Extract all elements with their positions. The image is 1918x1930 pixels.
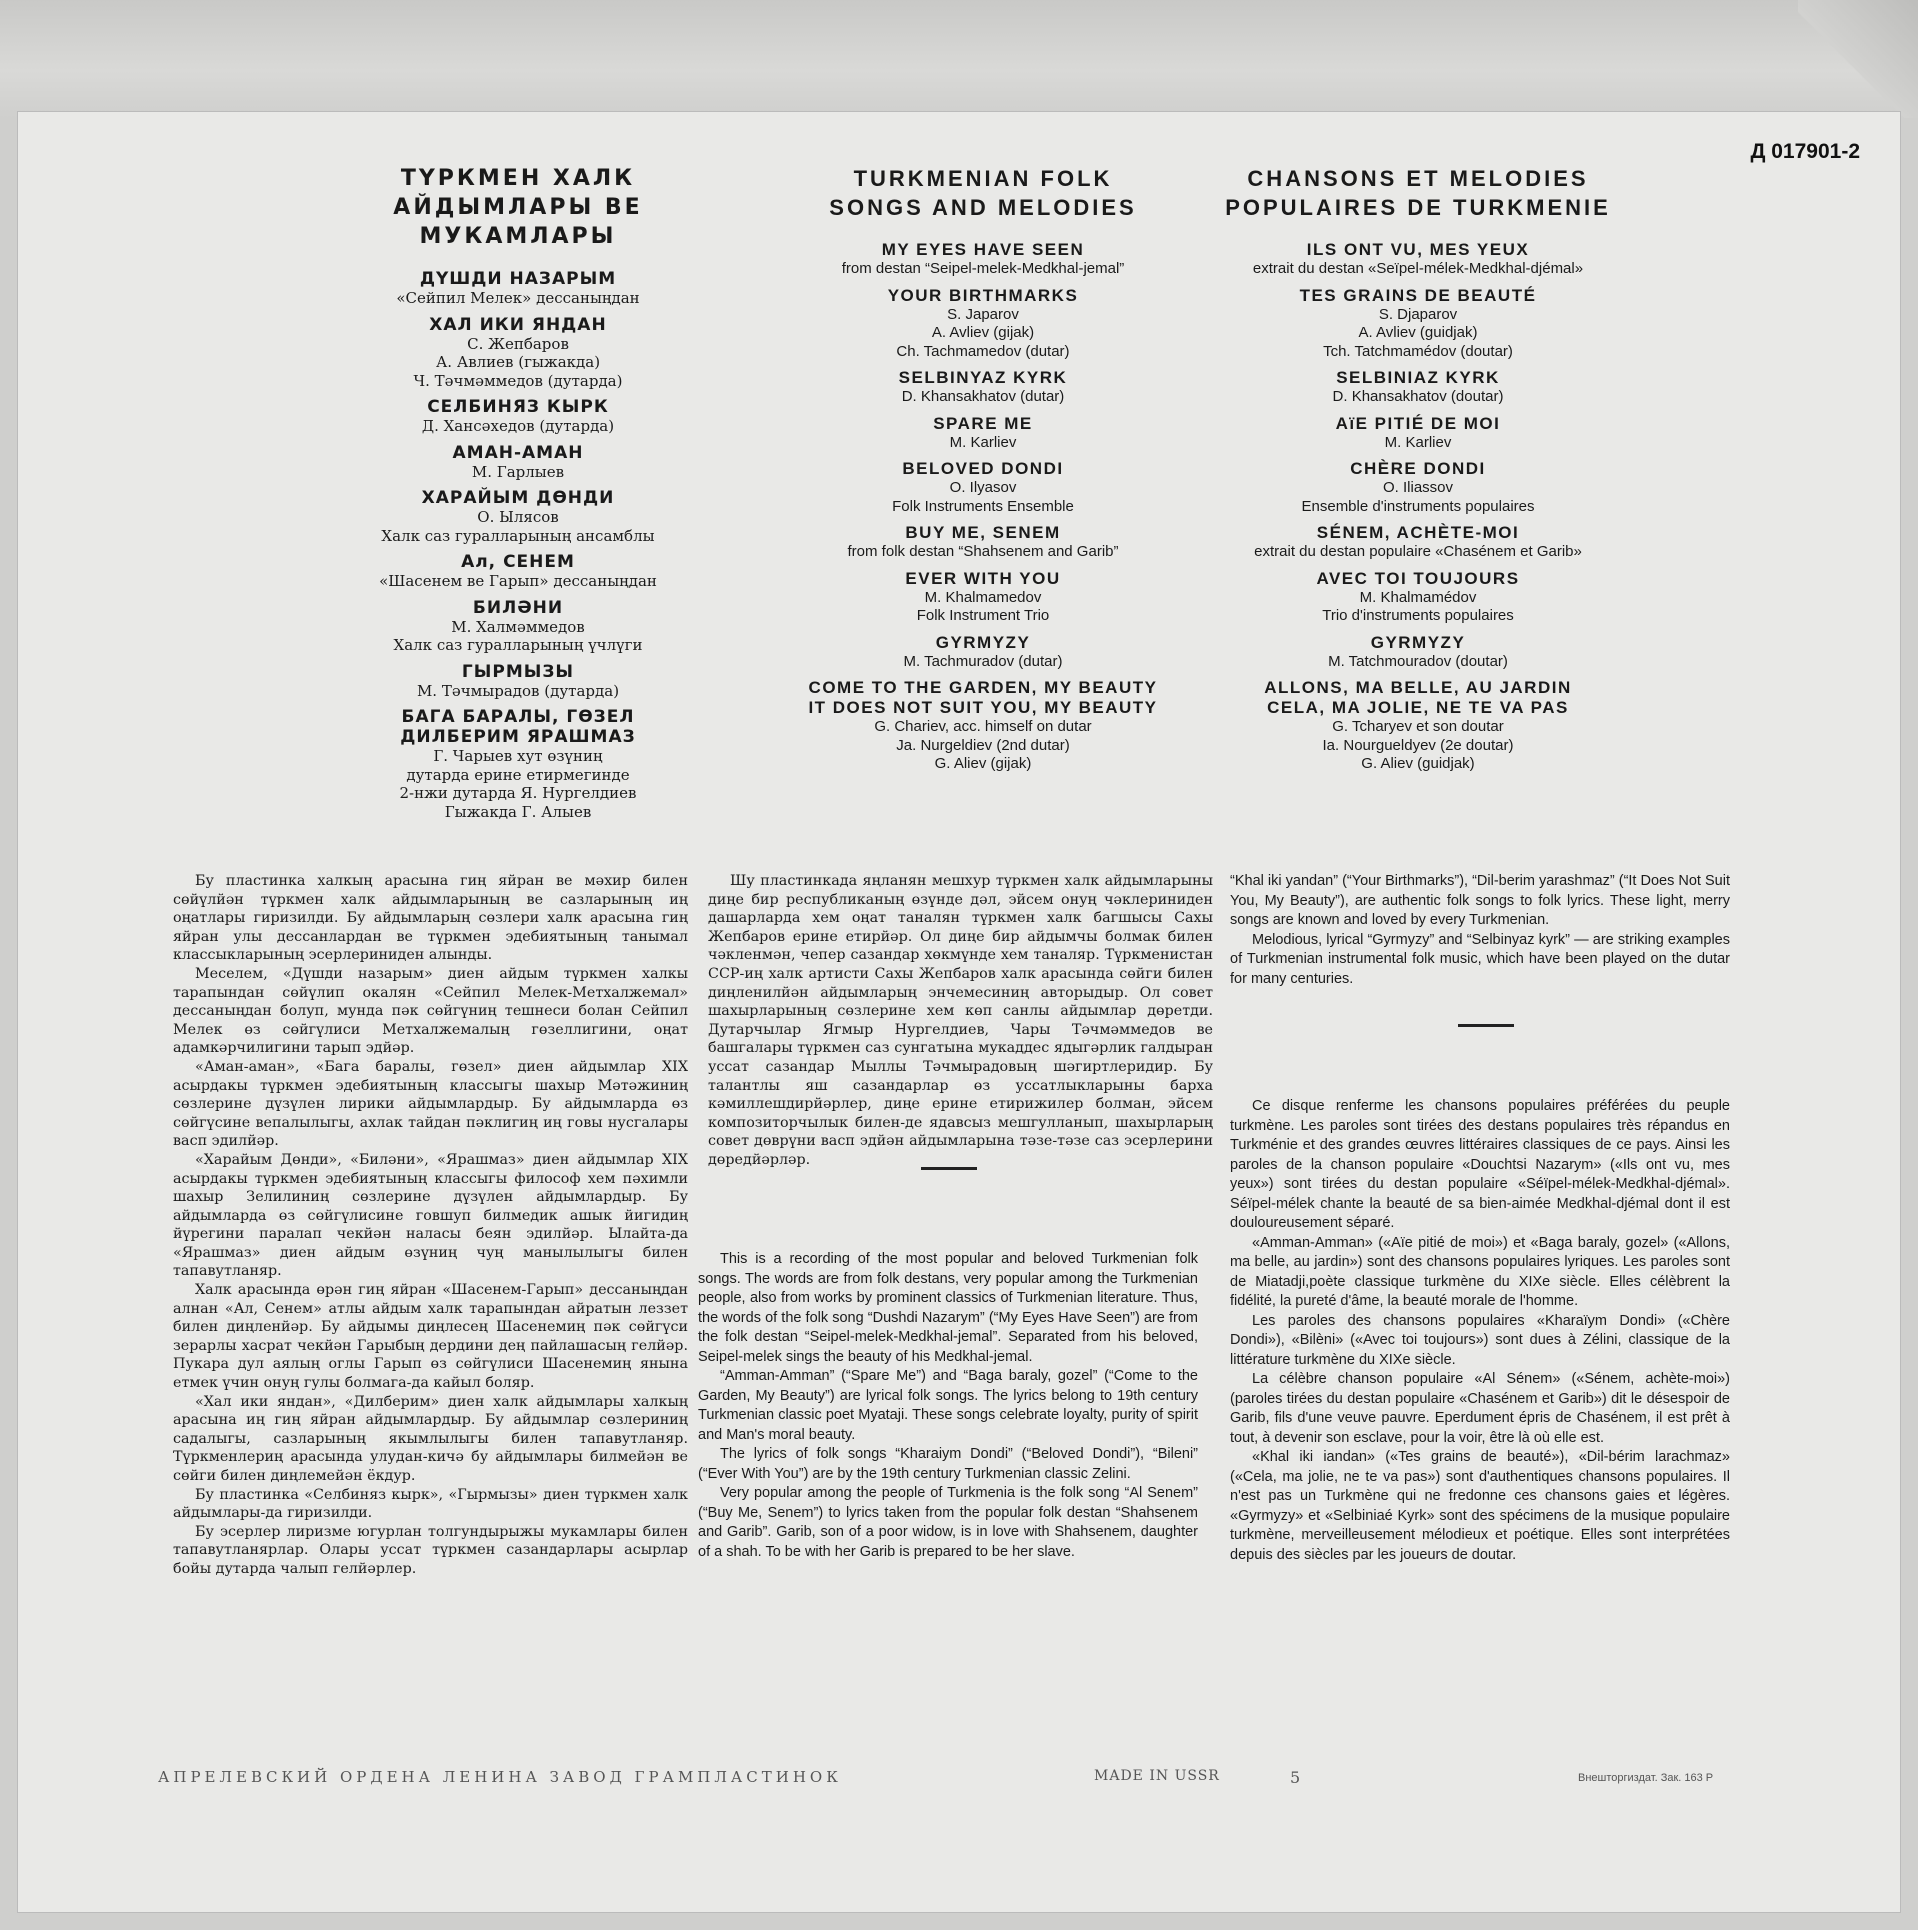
track-credit: D. Khansakhatov (dutar) [901,388,1065,405]
track-credit: G. Chariev, acc. himself on dutar [874,718,1092,735]
track-entry [1188,523,1648,562]
track-credit: М. Тәчмырадов (дутарда) [416,681,620,700]
french-heading [1188,164,1648,222]
track-credit: Ia. Nourgueldyev (2e doutar) [1322,736,1514,754]
track-credit: extrait du destan «Seïpel-mélek-Medkhal-djémal» [1252,260,1584,277]
paragraph: Меселем, «Дүшди назарым» диен айдым түркмен халкы тарапындан сөйүлип окалян «Сейпил Мелек-Метхалжемал» дессаныңдан болуп, мунда пәк сөйгүниң тешнеси болан Сейпил Мелек өз сөйгүлиси Метхалжемалың гөзеллигини, оңат адамкәрчилигини тарып эдйәр. [173,965,688,1057]
track-credit: M. Khalmamédov [1359,588,1477,606]
track-credit: А. Авлиев (гыжакда) [435,353,601,371]
track-title: GYRMYZY [935,632,1031,652]
track-credit: Гыжакда Г. Алыев [444,802,592,821]
track-entry [758,678,1208,774]
separator-rule [1458,1024,1514,1027]
track-title: ГЫРМЫЗЫ [461,661,575,682]
paragraph: This is a recording of the most popular and beloved Turkmenian folk songs. The words are from folk destans, very popular among the Turkmenian people, also from works by prominent classics of Turkmenian literature. Thus, the words of the folk song “Dushdi Nazarym” (“My Eyes Have Seen”) are from the folk destan “Seipel-melek-Medkhal-jemal”. Separated from his beloved, Seipel-melek sings the beauty of his Medkhal-jemal. [698,1251,1198,1365]
russian-track-list [308,164,728,828]
paragraph: Бу эсерлер лиризме югурлан толгундырыжы мукамлары билен тапавутланярлар. Олары уссат түркмен сазандарлары асырлар бойы дутарда чалып гелйәрлер. [173,1523,688,1577]
track-credit: М. Халмәммедов [451,617,585,636]
track-title: EVER WITH YOU [905,568,1061,588]
track-entry [1188,368,1648,407]
track-entry [308,552,728,591]
paragraph: «Хал ики яндан», «Дилберим» диен халк айдымлары халкың арасына иң гиң яйран айдымлардыр. Бу айдымлар сөзлериниң садалыгы, сазларының якымлылыгы билен тапавутланяр. Түркменлериң арасында улудан-кичә бу айдымлары билмейән ве сөйги билен диңлемейән ёкдур. [173,1393,688,1484]
russian-heading-line: ТҮРКМЕН ХАЛК [400,166,636,191]
paragraph: The lyrics of folk songs “Kharaiym Dondi” (“Beloved Dondi”), “Bileni” (“Ever With You”) are by the 19th century Turkmenian classic Zelini. [698,1446,1198,1482]
track-credit: M. Karliev [1384,433,1452,451]
russian-liner-notes-continued [708,872,1213,1242]
track-entry [1188,569,1648,626]
track-entry [1188,240,1648,279]
track-entry [1188,414,1648,453]
paragraph: «Khal iki iandan» («Tes grains de beauté»), «Dil-bérim larachmaz» («Cela, ma jolie, ne te va pas») sont d'authentiques chansons populaires. Il n'est pas un Turkmène qui ne fredonne ces chansons gaies et légères. «Gyrmyzy» et «Selbiniaé Kyrk» sont des spécimens de la musique populaire turkmène, merveilleusement mélodieux et poétique. Elles sont interprétées depuis des siècles par les joueurs de doutar. [1230,1449,1730,1563]
track-title: CELA, MA JOLIE, NE TE VA PAS [1267,698,1569,717]
sleeve-fold [1798,0,1918,118]
track-credit: Ja. Nurgeldiev (2nd dutar) [896,736,1070,754]
track-credit: О. Ылясов [477,508,559,526]
track-credit: Ensemble d'instruments populaires [1301,497,1535,515]
track-credit: A. Avliev (guidjak) [1358,324,1478,341]
track-title: ALLONS, MA BELLE, AU JARDIN [1264,678,1572,697]
track-title: COME TO THE GARDEN, MY BEAUTY [808,678,1158,697]
page-number: 5 [1290,1768,1301,1787]
english-heading-line: SONGS AND MELODIES [829,195,1137,220]
track-entry [308,269,728,308]
track-entry [1188,633,1648,672]
track-credit: «Сейпил Мелек» дессаныңдан [396,289,640,307]
paragraph: Халк арасында өрән гиң яйран «Шасенем-Гарып» дессаныңдан алнан «Ал, Сенем» атлы айдым халк тарапындан айратын леззет билен диңленйәр. Бу айдымы диңлесең Шасенемиң пәк сөйгүси зерарлы хасрат чекйән Гарыбың дердини дең пайлашасың гелйәр. Пукара дул аялың оглы Гарып өз сөйгүлиси Шасенемиң янына етмек үчин онуң гулы болмага-да кайыл боляр. [173,1282,688,1392]
track-entry [308,315,728,391]
track-title: AïE PITIÉ DE MOI [1335,413,1501,433]
track-credit: Г. Чарыев хут өзүниң [433,747,603,765]
track-title: TES GRAINS DE BEAUTÉ [1299,285,1537,305]
track-credit: M. Khalmamedov [924,588,1042,606]
english-heading-line: TURKMENIAN FOLK [853,166,1113,191]
track-credit: Халк саз гуралларының ансамблы [381,526,655,545]
track-credit: Ch. Tachmamedov (dutar) [896,342,1070,360]
paragraph: «Харайым Дөнди», «Биләни», «Ярашмаз» диен айдымлар XIX асырдакы түркмен эдебиятының классыгы философ хем пәхимли шахыр Зелилиниң сөзлерине дүзүлен айдымлардыр. Бу айдымларда өз сөйгүлисине говшуп билмедик ашык йигидиң йүрегини паралап чекйән наласы беян эдилйәр. Ылайта-да «Ярашмаз» диен айдым өзүниң чуң манылылыгы билен тапавутланяр. [173,1151,688,1280]
track-credit: Ч. Тәчмәммедов (дутарда) [413,371,623,390]
track-credit: from destan “Seipel-melek-Medkhal-jemal” [841,260,1125,277]
track-title: YOUR BIRTHMARKS [887,285,1079,305]
track-credit: M. Karliev [949,433,1017,451]
paragraph: Melodious, lyrical “Gyrmyzy” and “Selbinyaz kyrk” — are striking examples of Turkmenian instrumental folk music, which have been played on the dutar for many centuries. [1230,931,1730,987]
track-credit: Tch. Tatchmamédov (doutar) [1323,342,1513,360]
track-entry [308,707,728,821]
track-credit: «Шасенем ве Гарып» дессаныңдан [379,572,657,590]
track-credit: G. Aliev (guidjak) [1361,755,1475,772]
track-title: MY EYES HAVE SEEN [881,240,1085,259]
track-title: SPARE ME [933,413,1033,433]
track-credit: М. Гарлыев [471,462,565,481]
track-entry [1188,459,1648,516]
track-title: БИЛӘНИ [472,597,564,618]
track-credit: S. Djaparov [1378,305,1458,323]
track-credit: дутарда ерине етирмегинде [406,765,630,784]
track-entry [758,414,1208,453]
track-entry [758,368,1208,407]
track-title: ДИЛБЕРИМ ЯРАШМАЗ [400,727,636,747]
paragraph: «Amman-Amman» («Aïe pitié de moi») et «Baga baraly, gozel» («Allons, ma belle, au jardin») sont des chansons populaires lyriques. Les paroles sont de Miatadji,poète classique turkmène du XIXe siècle. Elles célèbrent la fidélité, la pureté d'âme, la beauté morale de l'homme. [1230,1234,1730,1309]
track-credit: O. Iliassov [1382,479,1454,496]
track-entry [308,443,728,482]
paragraph: Шу пластинкада яңланян мешхур түркмен халк айдымларыны диңе бир республиканың өзүнде дәл, эйсем онуң чәклериниден дашарларда хем оңат таналян түркмен халк багшысы Сахы Жепбаров ерине етирйәр. Ол диңе бир айдымчы болмак билен чәкленмән, чепер сазандар хөкмүнде хем таналяр. Түркменистан ССР-иң халк артисти Сахы Жепбаров халк арасында сөйги билен диңленилйән айдымларың энчемесиниң авторыдыр. Ол совет шахырларының сөзлерине хем көп санлы айдымлар дөретди. Дутарчылар Ягмыр Нургелдиев, Чары Тәчмәммедов ве башгалары түркмен саз сунгатына мукаддес ядыгәрлик галдыран уссат сазандар Мыллы Тәчмырадовың шәгиртлеридир. Бу талантлы яш сазандарлар өз уссатлыкларыны барха кәмиллешдирйәрлер, диңе ерине етирижилер болман, эйсем композиторчылык билен-де ядавсыз мешгулланып, шахырларың совет дөврүни васп эдйән айдымларына тәзе-тәзе саз эсерлерини дөредйәрләр. [708,873,1213,1168]
track-credit: O. Ilyasov [949,479,1017,496]
track-title: GYRMYZY [1370,632,1466,652]
track-title: IT DOES NOT SUIT YOU, MY BEAUTY [808,698,1158,717]
track-title: BUY ME, SENEM [905,523,1061,542]
track-entry [758,523,1208,562]
track-title: BELOVED DONDI [902,459,1064,478]
track-credit: Д. Хансәхедов (дутарда) [421,417,615,435]
english-liner-notes-continued [1230,872,1730,989]
track-title: SÉNEM, ACHÈTE-MOI [1316,523,1520,542]
track-title: CHÈRE DONDI [1350,459,1486,478]
track-credit: 2-нжи дутарда Я. Нургелдиев [399,784,637,802]
track-credit: G. Aliev (gijak) [934,755,1032,772]
track-credit: С. Жепбаров [467,334,569,353]
track-entry [1188,286,1648,362]
russian-heading-line: АЙДЫМЛАРЫ ВЕ МУКАМЛАРЫ [393,195,643,249]
paragraph: Very popular among the people of Turkmenia is the folk song “Al Senem” (“Buy Me, Senem”) to lyrics taken from the popular folk destan “Shahsenem and Garib”. Garib, son of a poor widow, is in love with Shahsenem, daughter of a shah. To be with her Garib is prepared to be her slave. [698,1485,1198,1560]
sleeve-top-edge [0,0,1918,118]
track-entry [758,459,1208,516]
track-title: СЕЛБИНЯЗ КЫРК [427,397,609,417]
track-credit: from folk destan “Shahsenem and Garib” [847,543,1119,560]
track-entry [308,397,728,436]
paragraph: “Khal iki yandan” (“Your Birthmarks”), “Dil-berim yarashmaz” (“It Does Not Suit You, My Beauty”), are authentic folk songs to folk lyrics. These light, merry songs are known and loved by every Turkmenian. [1230,873,1730,928]
track-title: ХАРАЙЫМ ДӨНДИ [421,488,615,508]
track-credit: D. Khansakhatov (doutar) [1332,388,1504,405]
track-title: Ал, СЕНЕМ [461,552,575,572]
track-entry [758,240,1208,279]
track-entry [308,598,728,655]
paragraph: Les paroles des chansons populaires «Kharaïym Dondi» («Chère Dondi»), «Bilèni» («Avec toi toujours») sont dues à Zélini, classique de la littérature turkmène du XIXe siècle. [1230,1312,1730,1368]
track-credit: M. Tachmuradov (dutar) [903,652,1063,670]
track-title: SELBINYAZ KYRK [898,368,1068,387]
record-sleeve-back [18,112,1900,1912]
separator-rule [921,1167,977,1170]
english-track-list [758,164,1208,781]
track-credit: Folk Instrument Trio [916,607,1050,624]
french-heading-line: POPULAIRES DE TURKMENIE [1225,195,1611,220]
paragraph: La célèbre chanson populaire «Al Sénem» («Sénem, achète-moi») (paroles tirées du destan populaire «Chasénem et Garib») dit le désespoir de Garib, fils d'une veuve pauvre. Eperdument épris de Chasénem, il est prêt à tout, à devenir son esclave, pour la voir, être là où elle est. [1230,1371,1730,1446]
track-title: ILS ONT VU, MES YEUX [1306,240,1530,259]
track-title: БАГА БАРАЛЫ, ГӨЗЕЛ [401,707,635,727]
english-heading [758,164,1208,222]
paragraph: «Аман-аман», «Бага баралы, гөзел» диен айдымлар XIX асырдакы түркмен эдебиятының классыгы шахыр Мәтәжиниң сөзлерине дүзүлен лирики айдымлардыр. Бу айдымларда өз сөйгүсине вепалылыгы, ахлак тайдан пәклигиң иң говы нусгалары васп эдилйәр. [173,1058,688,1150]
track-title: SELBINIAZ KYRK [1336,368,1500,387]
track-title: ДҮШДИ НАЗАРЫМ [419,269,617,289]
track-credit: Folk Instruments Ensemble [892,497,1074,515]
french-liner-notes [1230,1097,1730,1565]
track-credit: S. Japarov [947,305,1019,323]
track-title: АМАН-АМАН [452,442,584,463]
track-credit: extrait du destan populaire «Chasénem et Garib» [1254,543,1582,560]
english-liner-notes [698,1250,1198,1562]
track-entry [758,633,1208,672]
track-title: AVEC TOI TOUJOURS [1316,568,1520,588]
track-credit: Халк саз гуралларының үчлүги [393,636,643,654]
track-credit: A. Avliev (gijak) [931,324,1035,341]
track-entry [1188,678,1648,774]
made-in-label: MADE IN USSR [1094,1768,1220,1784]
track-title: ХАЛ ИКИ ЯНДАН [429,314,607,335]
track-entry [758,286,1208,362]
factory-imprint: АПРЕЛЕВСКИЙ ОРДЕНА ЛЕНИНА ЗАВОД ГРАМПЛАСТИНОК [158,1768,842,1786]
track-entry [308,662,728,701]
paragraph: “Amman-Amman” (“Spare Me”) and “Baga baraly, gozel” (“Come to the Garden, My Beauty”) are lyrical folk songs. The lyrics belong to 19th century Turkmenian classic poet Myataji. These songs celebrate loyalty, purity of spirit and Man's moral beauty. [698,1368,1198,1443]
catalog-number: Д 017901-2 [1750,140,1860,163]
print-order-info: Внешторгиздат. Зак. 163 Р [1578,1772,1714,1784]
french-track-list [1188,164,1648,781]
track-entry [308,488,728,545]
track-entry [758,569,1208,626]
russian-heading [308,164,728,251]
paragraph: Бу пластинка халкың арасына гиң яйран ве мәхир билен сөйүлйән түркмен халк айдымларының ве сазларының иң оңатлары гиризилди. Бу айдымларың сөзлери халк арасына гиң яйран улы дессанлардан ве түркмен эдебиятының танымал классыкларының эсерлериниден алынды. [173,873,688,964]
paragraph: Бу пластинка «Селбиняз кырк», «Гырмызы» диен түркмен халк айдымлары-да гиризилди. [173,1486,688,1522]
track-credit: G. Tcharyev et son doutar [1332,718,1504,735]
french-heading-line: CHANSONS ET MELODIES [1247,166,1589,191]
paragraph: Ce disque renferme les chansons populaires préférées du peuple turkmène. Les paroles sont tirées des destans populaires très répandus en Turkménie et des grandes œuvres littéraires classiques de ce pays. Ainsi les paroles de la chanson populaire «Douchtsi Nazarym» («Ils ont vu, mes yeux») sont tirées du destan populaire «Séïpel-mélek-Medkhal-djémal». Séïpel-mélek chante la beauté de sa bien-aimée Medkhal-djémal dont il est douloureusement séparé. [1230,1098,1730,1231]
track-credit: Trio d'instruments populaires [1322,607,1514,624]
russian-liner-notes [173,872,688,1579]
track-credit: M. Tatchmouradov (doutar) [1328,652,1508,670]
